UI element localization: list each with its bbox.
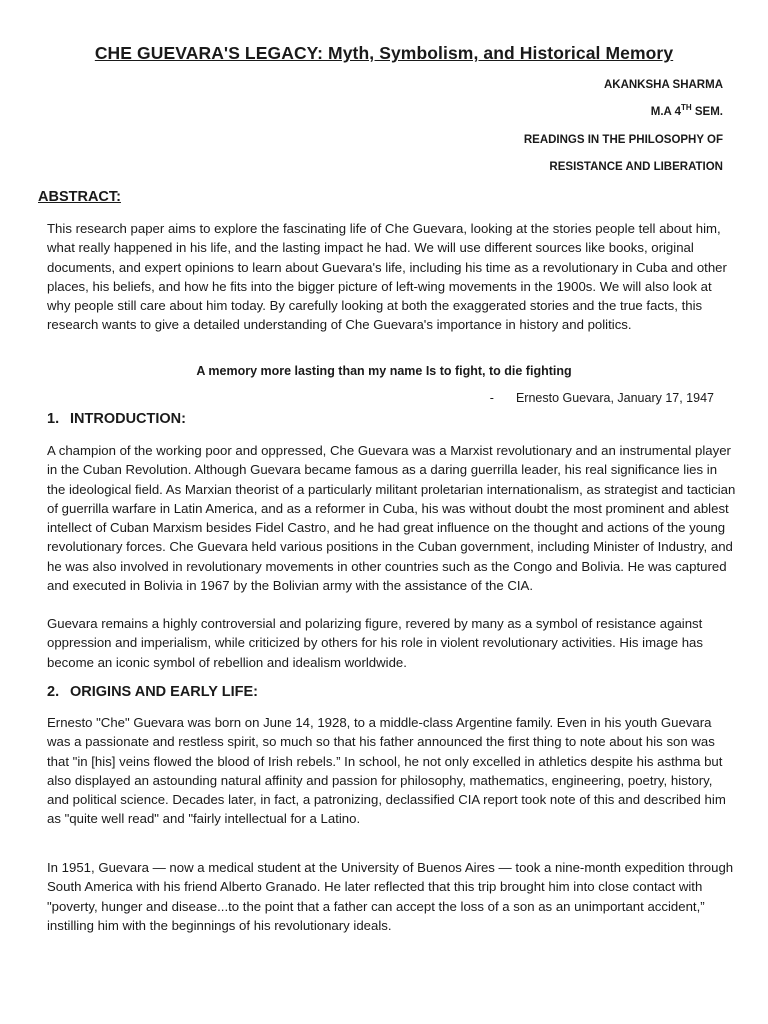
epigraph-quote: A memory more lasting than my name Is to fight, to die fighting: [196, 364, 572, 378]
origins-paragraph-1: Ernesto "Che" Guevara was born on June 14, 1928, to a middle-class Argentine family. Even in his youth Guevara was a passionate and restless spirit, so much so that his father announced the first thing to note about his son was that "in [his] veins flowed the blood of Irish rebels.” In school, he not only excelled in athletics despite his asthma but also displayed an astounding natural affinity and passion for philosophy, mathematics, engineering, poetry, history, and political science. Decades later, in fact, a patronizing, declassified CIA report took note of this and described him as "quite well read" and "fairly intellectual for a Latino.: [47, 715, 726, 827]
degree-prefix: M.A 4: [650, 106, 682, 118]
section-number: 2.: [47, 684, 60, 700]
section-heading-origins: [47, 684, 258, 700]
origins-paragraph-2: In 1951, Guevara — now a medical student at the University of Buenos Aires — took a nine-month expedition through South America with his friend Alberto Granado. He later reflected that this trip brought him into close contact with "poverty, hunger and disease...to the point that a father can accept the loss of a son as an unimportant accident,” instilling him with the beginnings of his revolutionary ideals.: [47, 860, 734, 933]
introduction-paragraph-1: A champion of the working poor and oppressed, Che Guevara was a Marxist revolutionary and an instrumental player in the Cuban Revolution. Although Guevara became famous as a daring guerrilla leader, his real significance lies in the ideological field. As Marxian theorist of a particularly militant proletarian internationalism, as strategist and tactician of guerrilla warfare in Latin America, and as a reformer in Cuba, his was without doubt the most prominent and ablest intellect of Cuban Marxism besides Fidel Castro, and he had great influence on the thought and actions of the young revolutionary forces. Che Guevara held various positions in the Cuban government, including Minister of Industry, and he was also involved in revolutionary movements in other countries such as the Congo and Bolivia. He was captured and executed in Bolivia in 1967 by the Bolivian army with the assistance of the CIA.: [47, 443, 736, 594]
attribution-text: Ernesto Guevara, January 17, 1947: [515, 391, 714, 405]
course-line-1: READINGS IN THE PHILOSOPHY OF: [523, 134, 723, 146]
section-title: ORIGINS AND EARLY LIFE:: [70, 684, 258, 700]
degree-superscript: TH: [681, 103, 692, 113]
abstract-heading: ABSTRACT:: [38, 189, 121, 205]
degree-line: [650, 103, 723, 118]
section-title: INTRODUCTION:: [70, 411, 186, 427]
section-number: 1.: [47, 411, 60, 427]
paper-title: CHE GUEVARA'S LEGACY: Myth, Symbolism, and Historical Memory: [94, 43, 674, 63]
section-heading-introduction: [47, 411, 186, 427]
introduction-paragraph-2: Guevara remains a highly controversial and polarizing figure, revered by many as a symbol of resistance against oppression and imperialism, while criticized by others for his role in violent revolutionary activities. His image has become an iconic symbol of rebellion and idealism worldwide.: [47, 616, 703, 670]
course-line-2: RESISTANCE AND LIBERATION: [549, 161, 723, 173]
abstract-paragraph: This research paper aims to explore the fascinating life of Che Guevara, looking at the stories people tell about him, what really happened in his life, and the lasting impact he had. We will use different sources like books, original documents, and expert opinions to learn about Guevara's life, including his time as a revolutionary in Cuba and other places, his beliefs, and how he fits into the bigger picture of left-wing movements in the 1900s. We will also look at why people still care about him today. By carefully looking at both the exaggerated stories and the true facts, this research wants to give a detailed understanding of Che Guevara's importance in history and politics.: [47, 221, 727, 333]
author-name: AKANKSHA SHARMA: [603, 79, 723, 91]
degree-suffix: SEM.: [691, 106, 723, 118]
quote-attribution: [490, 391, 714, 405]
attribution-dash: -: [489, 391, 494, 405]
